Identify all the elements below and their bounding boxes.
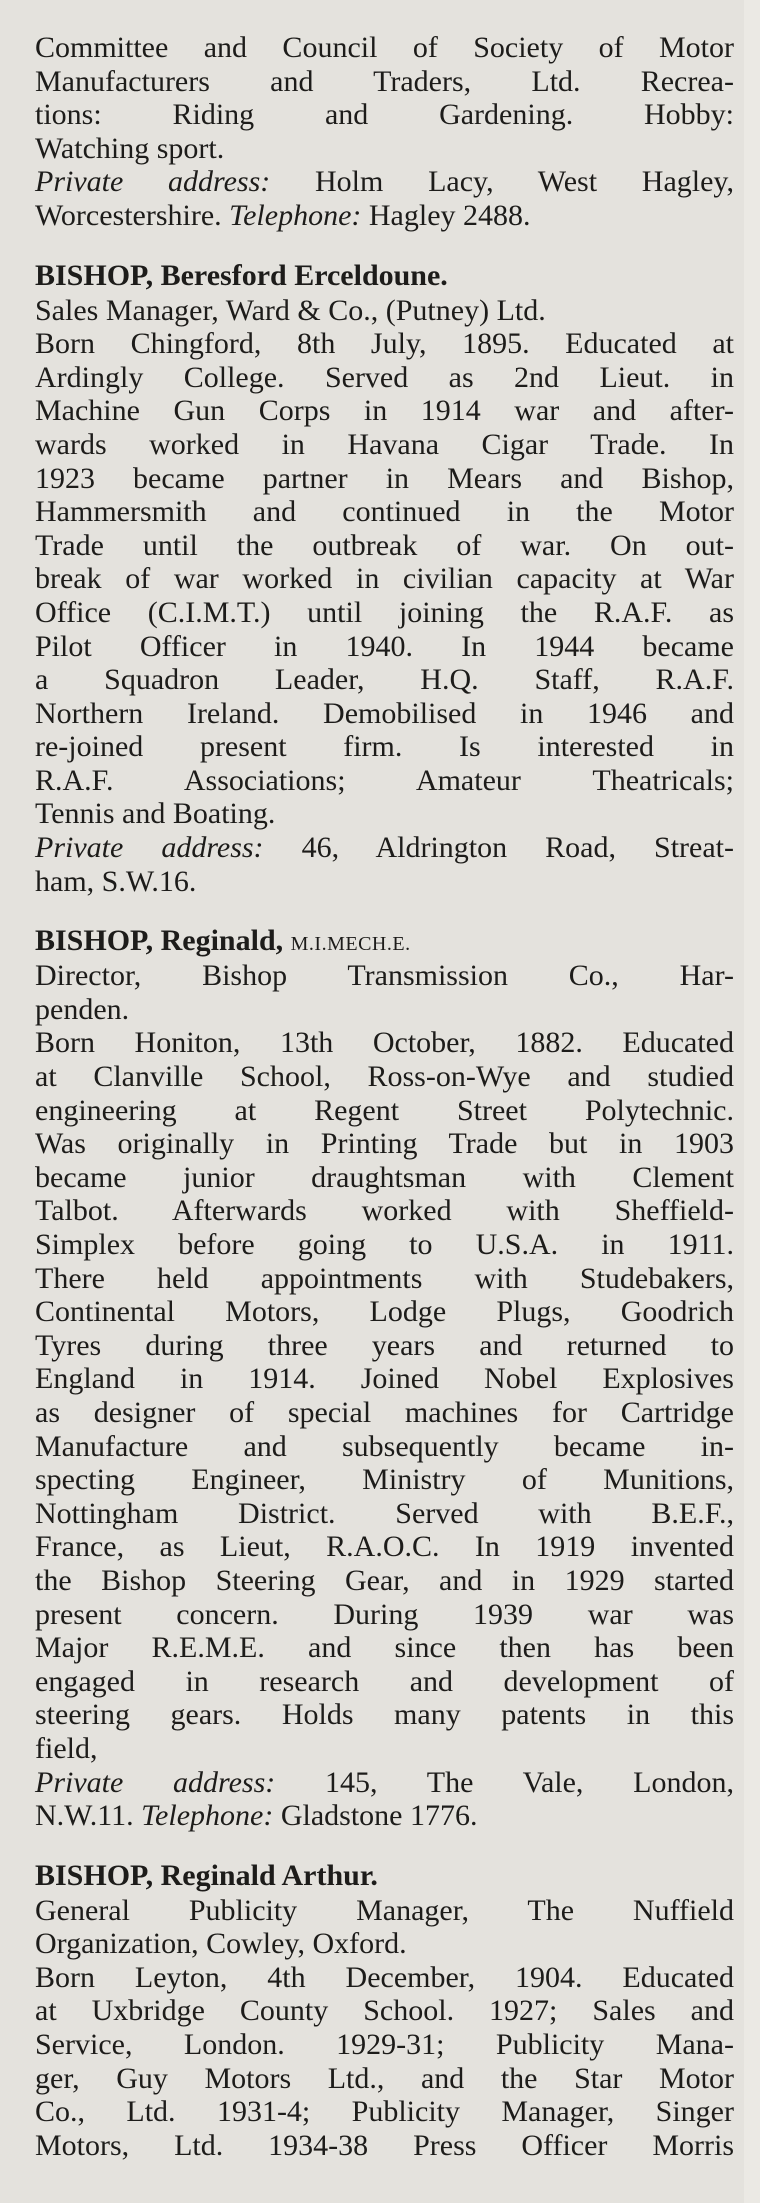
text-line [35,132,734,166]
text-line [35,1530,734,1564]
text-segment: penden. [35,992,130,1026]
text-line [35,1396,734,1430]
text-line [35,1732,734,1766]
text-line [35,1497,734,1531]
text-segment: ger, Guy Motors Ltd., and the Star Motor [35,2061,734,2095]
text-segment: Continental Motors, Lodge Plugs, Goodrich [35,1295,734,1329]
text-segment: Gladstone 1776. [273,1799,478,1833]
italic-label: Private address: [35,831,264,865]
text-segment: England in 1914. Joined Nobel Explosives [35,1362,734,1396]
text-segment: Organization, Cowley, Oxford. [35,1927,407,1961]
text-line [35,1665,734,1699]
text-segment: Director, Bishop Transmission Co., Har- [35,959,734,993]
text-segment: specting Engineer, Ministry of Munitions, [35,1463,734,1497]
text-line [35,1961,734,1995]
entry-heading [35,923,734,959]
text-line [35,428,734,462]
text-segment: tions: Riding and Gardening. Hobby: [35,98,734,132]
text-segment: R.A.F. Associations; Amateur Theatricals; [35,763,734,797]
text-segment: 145, The Vale, London, [275,1765,734,1799]
text-line [35,1463,734,1497]
entry-heading [35,258,734,294]
italic-label: Private address: [35,1765,276,1799]
text-line [35,797,734,831]
text-segment: Office (C.I.M.T.) until joining the R.A.F. as [35,595,734,629]
text-line [35,959,734,993]
text-line [35,1631,734,1665]
text-line [35,596,734,630]
text-line [35,764,734,798]
text-line [35,1994,734,2028]
text-line [35,1598,734,1632]
text-line [35,294,734,328]
directory-page [35,31,734,2187]
text-line [35,529,734,563]
text-segment: engaged in research and development of [35,1664,734,1698]
text-segment: Tennis and Boating. [35,797,276,831]
text-line [35,2062,734,2096]
text-line [35,630,734,664]
entry-name: BISHOP, Reginald Arthur. [35,1858,378,1892]
text-segment: Hagley 2488. [361,198,531,232]
text-segment: became junior draughtsman with Clement [35,1160,734,1194]
directory-entry [35,1858,734,2163]
text-line [35,394,734,428]
text-segment: Sales Manager, Ward & Co., (Putney) Ltd. [35,293,546,327]
text-segment: re-joined present firm. Is interested in [35,730,734,764]
text-line [35,1799,734,1833]
text-line [35,165,734,199]
text-segment: ham, S.W.16. [35,864,197,898]
text-segment: N.W.11. [35,1799,142,1833]
text-segment: Was originally in Printing Trade but in 1903 [35,1127,734,1161]
text-segment: Simplex before going to U.S.A. in 1911. [35,1228,734,1261]
text-line [35,730,734,764]
text-line [35,361,734,395]
text-line [35,2028,734,2062]
text-line [35,1329,734,1363]
text-line [35,1698,734,1732]
text-segment: Ardingly College. Served as 2nd Lieut. in [35,360,734,394]
text-segment: Born Chingford, 8th July, 1895. Educated at [35,327,734,361]
italic-label: Telephone: [229,198,362,232]
text-segment: 46, Aldrington Road, Streat- [263,831,734,865]
text-line [35,1262,734,1296]
text-line [35,1161,734,1195]
page-edge [744,0,760,2203]
text-segment: Nottingham District. Served with B.E.F., [35,1496,734,1530]
text-segment: Talbot. Afterwards worked with Sheffield- [35,1194,734,1228]
text-segment: at Uxbridge County School. 1927; Sales and [35,1994,734,2028]
entry-heading [35,1858,734,1894]
text-line [35,1026,734,1060]
text-segment: France, as Lieut, R.A.O.C. In 1919 invented [35,1530,734,1564]
text-segment: the Bishop Steering Gear, and in 1929 started [35,1563,734,1597]
text-line [35,1228,734,1262]
text-segment: Manufacture and subsequently became in- [35,1429,734,1463]
text-segment: Tyres during three years and returned to [35,1328,734,1362]
text-segment: at Clanville School, Ross-on-Wye and studied [35,1060,734,1094]
text-line [35,1362,734,1396]
text-line [35,562,734,596]
text-segment: wards worked in Havana Cigar Trade. In [35,427,734,461]
text-line [35,199,734,233]
text-segment: engineering at Regent Street Polytechnic. [35,1093,734,1127]
text-segment: General Publicity Manager, The Nuffield [35,1893,734,1927]
text-segment: break of war worked in civilian capacity at War [35,562,734,596]
text-line [35,1127,734,1161]
text-segment: Northern Ireland. Demobilised in 1946 and [35,696,734,730]
text-segment: steering gears. Holds many patents in this [35,1698,734,1732]
text-line [35,495,734,529]
directory-entry [35,258,734,899]
text-line [35,1060,734,1094]
text-segment: field, [35,1731,98,1765]
entry-name: BISHOP, Reginald, [35,924,291,958]
text-line [35,1766,734,1800]
text-line [35,993,734,1027]
text-segment: Worcestershire. [35,198,230,232]
text-segment: Committee and Council of Society of Motor [35,31,734,64]
text-line [35,865,734,899]
text-segment: Hammersmith and continued in the Motor [35,495,734,529]
text-line [35,1295,734,1329]
text-line [35,2129,734,2163]
text-line [35,697,734,731]
text-line [35,1927,734,1961]
text-segment: Trade until the outbreak of war. On out- [35,528,734,562]
text-segment: Motors, Ltd. 1934-38 Press Officer Morris [35,2128,734,2162]
text-segment: Major R.E.M.E. and since then has been [35,1631,734,1665]
text-line [35,2095,734,2129]
text-line [35,327,734,361]
text-segment: 1923 became partner in Mears and Bishop, [35,461,734,495]
directory-entry [35,923,734,1832]
text-segment: Manufacturers and Traders, Ltd. Recrea- [35,64,734,98]
text-segment: Born Honiton, 13th October, 1882. Educated [35,1026,734,1060]
text-segment: Service, London. 1929-31; Publicity Mana- [35,2028,734,2062]
directory-entry [35,31,734,233]
entry-qualification: M.I.MECH.E. [290,933,411,956]
text-line [35,462,734,496]
text-segment: Machine Gun Corps in 1914 war and after- [35,394,734,428]
text-line [35,1564,734,1598]
text-segment: There held appointments with Studebakers, [35,1261,734,1295]
text-segment: Co., Ltd. 1931-4; Publicity Manager, Singer [35,2095,734,2129]
text-segment: Holm Lacy, West Hagley, [270,165,734,199]
text-segment: present concern. During 1939 war was [35,1597,734,1631]
text-line [35,1430,734,1464]
text-line [35,663,734,697]
italic-label: Private address: [35,165,271,199]
text-line [35,98,734,132]
text-line [35,1194,734,1228]
text-line [35,31,734,65]
text-line [35,65,734,99]
italic-label: Telephone: [141,1799,274,1833]
text-line [35,1894,734,1928]
entry-name: BISHOP, Beresford Erceldoune. [35,258,448,292]
text-segment: Watching sport. [35,131,225,165]
text-segment: a Squadron Leader, H.Q. Staff, R.A.F. [35,663,734,697]
text-segment: as designer of special machines for Cartridge [35,1395,734,1429]
text-line [35,1094,734,1128]
text-line [35,831,734,865]
text-segment: Born Leyton, 4th December, 1904. Educated [35,1960,734,1994]
text-segment: Pilot Officer in 1940. In 1944 became [35,629,734,663]
